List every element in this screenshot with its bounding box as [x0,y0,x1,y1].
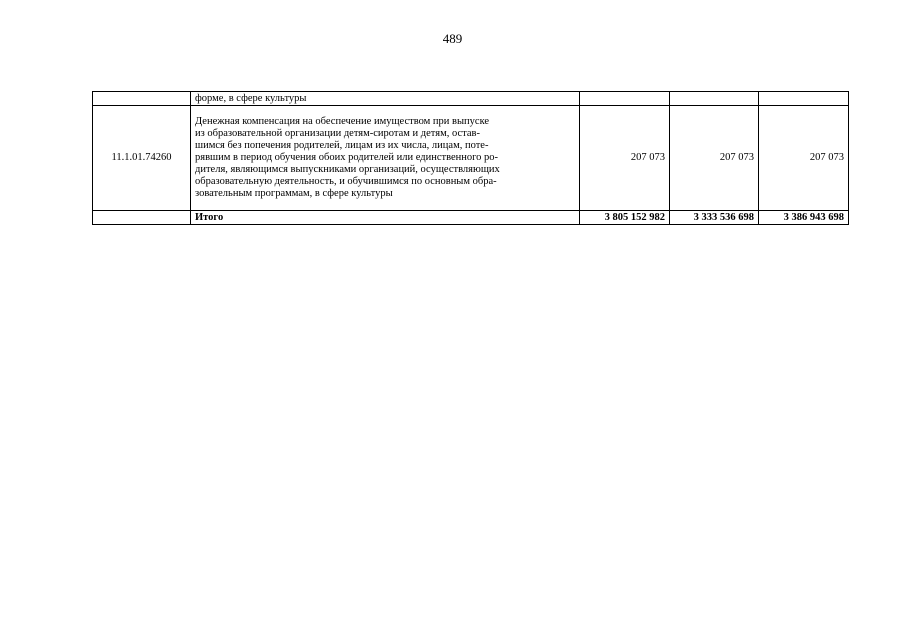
cell-value-2 [670,92,759,106]
cell-code [93,211,191,225]
name-line: шимся без попечения родителей, лицам из их числа, лицам, поте- [195,140,489,151]
budget-table [92,91,849,225]
table-row-continuation [93,92,849,106]
total-value-1: 3 805 152 982 [580,211,670,225]
cell-code [93,92,191,106]
total-label: Итого [191,211,580,225]
name-line: Денежная компенсация на обеспечение имуществом при выпуске [195,116,490,127]
cell-value-3: 207 073 [759,106,849,211]
cell-value-1 [580,92,670,106]
cell-code: 11.1.01.74260 [93,106,191,211]
cell-value-2: 207 073 [670,106,759,211]
name-line: образовательную деятельность, и обучившимся по основным обра- [195,176,497,187]
name-line: дителя, являющимся выпускниками организаций, осуществляющих [195,164,500,175]
name-line: рявшим в период обучения обоих родителей или единственного ро- [195,152,499,163]
table-row-total [93,211,849,225]
cell-name [191,106,580,211]
cell-name: форме, в сфере культуры [191,92,580,106]
name-line: зовательным программам, в сфере культуры [195,188,393,199]
name-line: из образовательной организации детям-сиротам и детям, остав- [195,128,480,139]
total-value-3: 3 386 943 698 [759,211,849,225]
total-value-2: 3 333 536 698 [670,211,759,225]
cell-value-1: 207 073 [580,106,670,211]
table-row-main [93,106,849,211]
cell-value-3 [759,92,849,106]
page-number: 489 [442,31,463,46]
